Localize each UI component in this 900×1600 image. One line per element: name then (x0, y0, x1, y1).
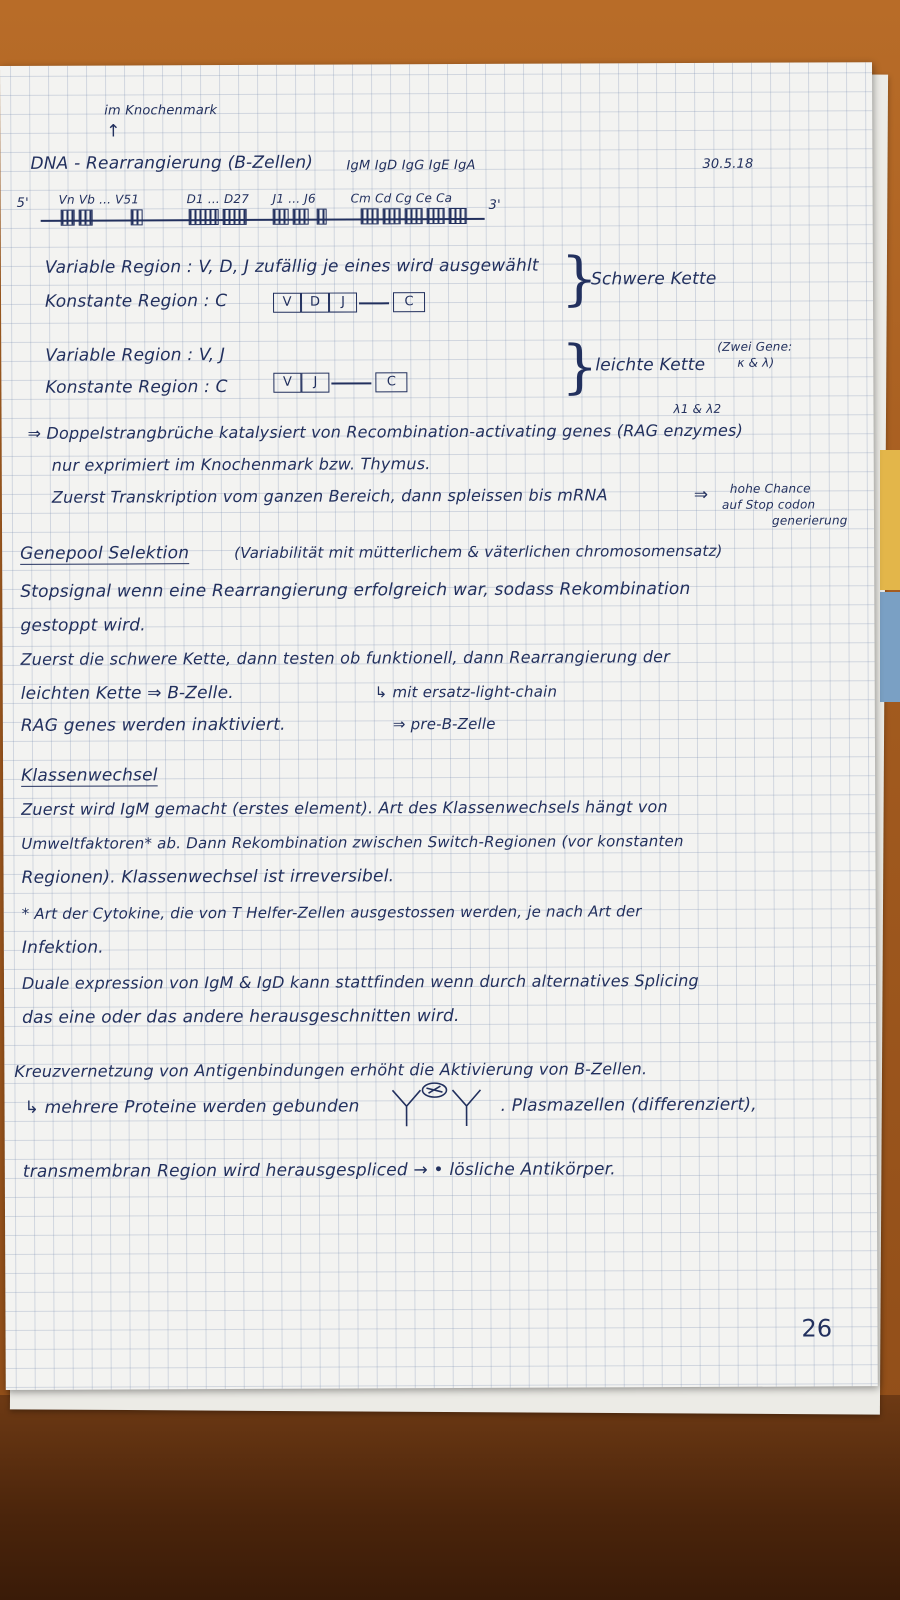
light-v-segment: V (273, 373, 301, 393)
v-gene-block (79, 210, 93, 226)
heavy-variable-region: Variable Region : V, D, J zufällig je eines wird ausgewählt (44, 255, 539, 278)
antibody-crosslink-icon (382, 1082, 492, 1134)
heavy-v-segment: V (273, 293, 301, 313)
klassen-line-6: Duale expression von IgM & IgD kann stattfinden wenn durch alternatives Splicing (21, 970, 699, 993)
date: 30.5.18 (702, 156, 754, 172)
light-c-segment: C (375, 372, 407, 392)
light-j-segment: J (301, 373, 329, 393)
c-gene-block (383, 208, 401, 224)
j-gene-block (293, 209, 309, 225)
klassen-line-2: Umweltfaktoren* ab. Dann Rekombination zwischen Switch-Regionen (vor konstanten (21, 832, 684, 853)
c-gene-block (361, 208, 379, 224)
isotype-list: IgM IgD IgG IgE IgA (346, 157, 476, 174)
c-gene-block (449, 208, 467, 224)
j-gene-block (273, 209, 289, 225)
kreuz-line-2: ↳ mehrere Proteine werden gebunden (24, 1096, 360, 1118)
klassen-line-1: Zuerst wird IgM gemacht (erstes element). Art des Klassenwechsels hängt von (21, 797, 668, 819)
genepool-line-5: RAG genes werden inaktiviert. (20, 714, 286, 736)
genepool-heading-note: (Variabilität mit mütterlichem & väterlichen chromosomensatz) (234, 541, 723, 562)
v-gene-block (131, 209, 143, 225)
page-title: DNA - Rearrangierung (B-Zellen) (30, 152, 314, 174)
five-prime-label: 5' (16, 195, 29, 211)
d-segment-labels: D1 ... D27 (186, 191, 250, 207)
d-gene-block (223, 209, 247, 225)
margin-note: im Knochenmark (104, 103, 218, 119)
genepool-line-1: Stopsignal wenn eine Rearrangierung erfolgreich war, sodass Rekombination (20, 578, 691, 602)
kreuz-line-3: transmembran Region wird herausgespliced → • lösliche Antikörper. (22, 1159, 616, 1182)
splice-connector (331, 382, 371, 384)
genepool-line-2: gestoppt wird. (20, 615, 146, 636)
light-chain-note: (Zwei Gene: (717, 339, 793, 354)
light-chain-note: κ & λ) (737, 355, 775, 370)
heavy-constant-region: Konstante Region : C (44, 291, 228, 312)
heavy-brace-icon: } (560, 244, 598, 313)
rag-side-note: auf Stop codon (721, 497, 816, 512)
klassenwechsel-heading: Klassenwechsel (21, 765, 158, 786)
arrow-up-icon: ↑ (106, 121, 121, 142)
light-variable-region: Variable Region : V, J (45, 345, 226, 366)
klassen-line-7: das eine oder das andere herausgeschnitten wird. (22, 1006, 460, 1028)
genepool-line-3: Zuerst die schwere Kette, dann testen ob funktionell, dann Rearrangierung der (20, 647, 671, 669)
notebook-page (0, 62, 878, 1390)
heavy-d-segment: D (301, 293, 329, 313)
c-gene-block (427, 208, 445, 224)
j-segment-labels: J1 ... J6 (272, 191, 316, 206)
implies-arrow-icon: ⇒ (693, 484, 709, 505)
rag-line-1: ⇒ Doppelstrangbrüche katalysiert von Recombination-activating genes (RAG enzymes) (27, 420, 744, 443)
rag-side-note: generierung (771, 513, 848, 528)
heavy-j-segment: J (329, 292, 357, 312)
table-surface (0, 1395, 900, 1600)
v-segment-labels: Vn Vb ... V51 (58, 192, 140, 207)
klassen-line-5: Infektion. (21, 937, 104, 958)
page-number: 26 (801, 1314, 833, 1343)
rag-line-3: Zuerst Transkription vom ganzen Bereich, dann spleissen bis mRNA (51, 485, 608, 507)
light-brace-icon: } (561, 332, 599, 401)
v-gene-block (61, 210, 75, 226)
light-constant-region: Konstante Region : C (45, 377, 228, 398)
d-gene-block (189, 209, 219, 225)
rag-line-2: nur exprimiert im Knochenmark bzw. Thymus. (51, 454, 431, 475)
heavy-c-segment: C (393, 292, 425, 312)
three-prime-label: 3' (488, 197, 501, 213)
klassen-line-4: * Art der Cytokine, die von T Helfer-Zellen ausgestossen werden, je nach Art der (21, 902, 642, 923)
kreuz-line-2-note: . Plasmazellen (differenziert), (500, 1094, 757, 1116)
kreuz-line-1: Kreuzvernetzung von Antigenbindungen erhöht die Aktivierung von B-Zellen. (14, 1059, 648, 1081)
klassen-line-3: Regionen). Klassenwechsel ist irreversibel. (21, 866, 395, 888)
splice-connector (359, 302, 389, 304)
genepool-line-4: leichten Kette ⇒ B-Zelle. (20, 682, 234, 704)
light-chain-label: leichte Kette (595, 354, 706, 376)
j-gene-block (317, 209, 327, 225)
genepool-line-5-note: ⇒ pre-B-Zelle (392, 714, 496, 734)
blue-divider-tab (880, 592, 900, 702)
c-gene-block (405, 208, 423, 224)
c-segment-labels: Cm Cd Cg Ce Ca (350, 191, 453, 206)
heavy-chain-label: Schwere Kette (590, 268, 717, 290)
rag-side-note: hohe Chance (729, 481, 811, 496)
genepool-line-4-note: ↳ mit ersatz-light-chain (374, 682, 558, 702)
yellow-divider-tab (880, 450, 900, 590)
lambda-note: λ1 & λ2 (673, 401, 722, 417)
genepool-heading: Genepool Selektion (20, 543, 190, 564)
